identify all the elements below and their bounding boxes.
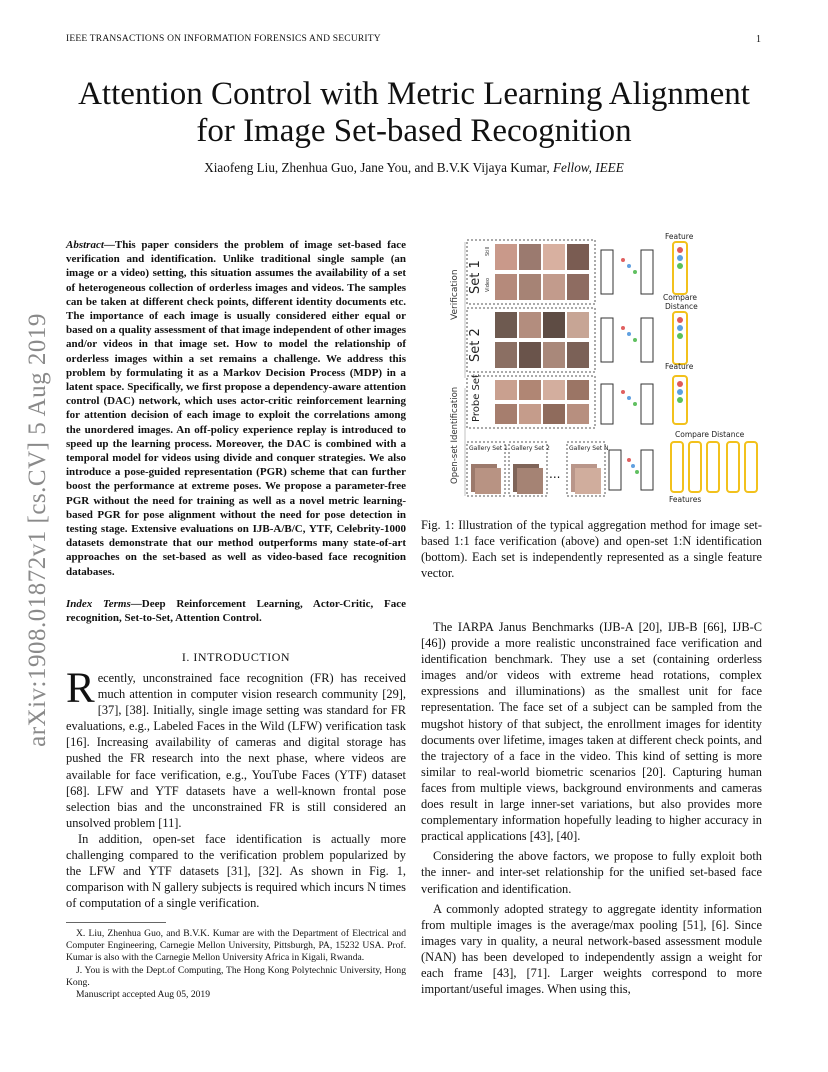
footnote-you: J. You is with the Dept.of Computing, The Hong Kong Polytechnic University, Hong Kong.: [66, 964, 406, 988]
feature-label-mid: Feature: [665, 362, 694, 371]
author-list: [60, 160, 768, 176]
index-terms: [66, 597, 406, 625]
title-line-2: for Image Set-based Recognition: [196, 113, 632, 149]
gallery-n-label: Gallery Set N: [569, 445, 609, 452]
abstract-label: Abstract: [66, 239, 104, 251]
right-paragraph-1: The IARPA Janus Benchmarks (IJB-A [20], IJB-B [66], IJB-C [46]) provide a more realistic unconstrained face verification and identification benchmark. They use a set (containing orderless images and/or videos with extreme head rotations, complex expressions and illuminations) as the smallest unit for face representation. The face set of a subject can be sampled from the mugshot history of that subject, the enrollment images for identity documents over lifetime, images taken at different check points, and the trajectory of a face in the video. This kind of setting is more similar to real-world biometric scenarios [20]. Capturing human faces from multiple views, background environments and cameras does result in large inner-set variations, but also provides more complementary information hopefully leading to higher accuracy in practical applications [43], [40].: [421, 620, 762, 844]
figure-1: [445, 228, 767, 508]
right-column: [421, 619, 762, 1001]
intro-paragraph-1: [66, 665, 406, 831]
probe-set-block: [467, 374, 595, 428]
probe-set-label: Probe Set: [471, 374, 482, 422]
right-paragraph-3: A commonly adopted strategy to aggregate identity information from multiple images is the average/max pooling [51], [6]. Since images vary in quality, a neural network-based assessment module (NAN) has been developed to independently assign a weight for each frame [43], [71]. Larger weights correspond to more important/useful images. When using this,: [421, 901, 762, 997]
right-paragraph-2: Considering the above factors, we propose to fully exploit both the inner- and inter-set relationship for the unified set-based face verification and identification.: [421, 849, 762, 896]
section-heading: I. INTRODUCTION: [181, 650, 291, 664]
gallery-sets: [467, 442, 609, 496]
fig-label-open-set: Open-set Identification: [450, 386, 460, 484]
set-1-label: Set 1: [468, 260, 483, 294]
introduction: [66, 665, 406, 911]
intro-paragraph-2: In addition, open-set face identification is actually more challenging compared to the verification problem popularized by the LFW and YTF datasets [31], [32]. As shown in Fig. 1, comparison with N gallery subjects is required which incurs N times of computation of a single verification.: [66, 831, 406, 911]
abstract-text: —This paper considers the problem of image set-based face verification and identification. Unlike traditional single sample (an image or a video) setting, this situation assumes the availability of a set of heterogeneous collection of orderless images and videos. The samples can be taken at different check points, different identity documents etc. The importance of each image is usually considered either equal or based on a quality assessment of that image independent of other images and/or videos in that image set. How to model the relationship of orderless images within a set remains a challenge. We address this problem by formulating it as a Markov Decision Process (MDP) in a latent space. Specifically, we first propose a dependency-aware attention control (DAC) network, which uses actor-critic reinforcement learning for attention decision of each image to exploit the correlations among the unordered images. An off-policy experience replay is introduced to speed up the learning process. Moreover, the DAC is combined with a temporal model for videos using divide and conquer strategies. We also introduce a pose-guided representation (PGR) scheme that can further boost the performance at extreme poses. We propose a parameter-free PGR without the need for training as well as a novel metric learning-based PGR for pose alignment without the need for pose detection in testing stage. Extensive evaluations on IJB-A/B/C, YTF, Celebrity-1000 datasets demonstrate that our method outperforms many state-of-art approaches on the set-based as well as video-based face recognition databases.: [66, 239, 406, 578]
distance-label: Distance: [665, 302, 698, 311]
gallery-ellipsis: ...: [549, 467, 561, 481]
index-terms-label: Index Terms: [66, 598, 131, 610]
title-line-1: Attention Control with Metric Learning Alignment: [78, 76, 750, 112]
intro-p1-text: ecently, unconstrained face recognition (FR) has received much attention in computer vision research community [29], [37], [38]. Initially, single image setting was standard for FR evaluations, e.g., Labeled Faces in the Wild (LFW) verification task [16]. Increasing availability of cameras and digital storage has pushed the FR research into the next phase, where videos are available for face verification, e.g., YouTube Faces (YTF) dataset [68]. LFW and YTF datasets have a well-known frontal pose selection bias and the unconstrained FR is still considered an unsolved problem [11].: [66, 671, 406, 830]
compare-label: Compare: [663, 293, 698, 302]
abstract: [66, 238, 406, 579]
paper-title: [60, 76, 768, 150]
authors: Xiaofeng Liu, Zhenhua Guo, Jane You, and B.V.K Vijaya Kumar,: [204, 160, 550, 175]
arxiv-stamp: [20, 288, 56, 772]
author-suffix: Fellow, IEEE: [552, 160, 624, 175]
set-1-still-label: Still: [485, 246, 491, 256]
arxiv-id: arXiv:1908.01872v1 [cs.CV] 5 Aug 2019: [24, 313, 51, 747]
footnote: [66, 928, 406, 1001]
figure-caption: Fig. 1: Illustration of the typical aggregation method for image set-based 1:1 face verification (above) and open-set 1:N identification (bottom). Each set is independently represented as a single feature vector.: [421, 518, 762, 581]
gallery-1-label: Gallery Set 1: [469, 445, 508, 452]
compare-distance-label: Compare Distance: [675, 430, 745, 439]
fig-label-verification: Verification: [450, 269, 460, 320]
footnote-affiliation: X. Liu, Zhenhua Guo, and B.V.K. Kumar are with the Department of Electrical and Computer Engineering, Carnegie Mellon University, Pittsburgh, PA, 15232 USA. Prof. Kumar is also with the Carnegie Mellon University Africa in Kigali, Rwanda.: [66, 928, 406, 964]
set-1-video-label: Video: [485, 277, 491, 292]
feature-label-top: Feature: [665, 232, 694, 241]
dropcap: R: [66, 665, 95, 712]
set-1-block: [467, 240, 595, 304]
running-head: IEEE TRANSACTIONS ON INFORMATION FORENSICS AND SECURITY: [66, 34, 381, 44]
set-2-block: [467, 308, 595, 372]
index-terms-text: —Deep Reinforcement Learning, Actor-Critic, Face recognition, Set-to-Set, Attention Control.: [66, 598, 406, 625]
features-label: Features: [669, 495, 702, 504]
footnote-manuscript: Manuscript accepted Aug 05, 2019: [76, 989, 211, 1001]
footnote-divider: [66, 922, 166, 923]
set-2-label: Set 2: [468, 328, 483, 362]
gallery-2-label: Gallery Set 2: [511, 445, 550, 452]
pipeline-modules: [601, 250, 653, 490]
page-number: 1: [756, 34, 761, 45]
